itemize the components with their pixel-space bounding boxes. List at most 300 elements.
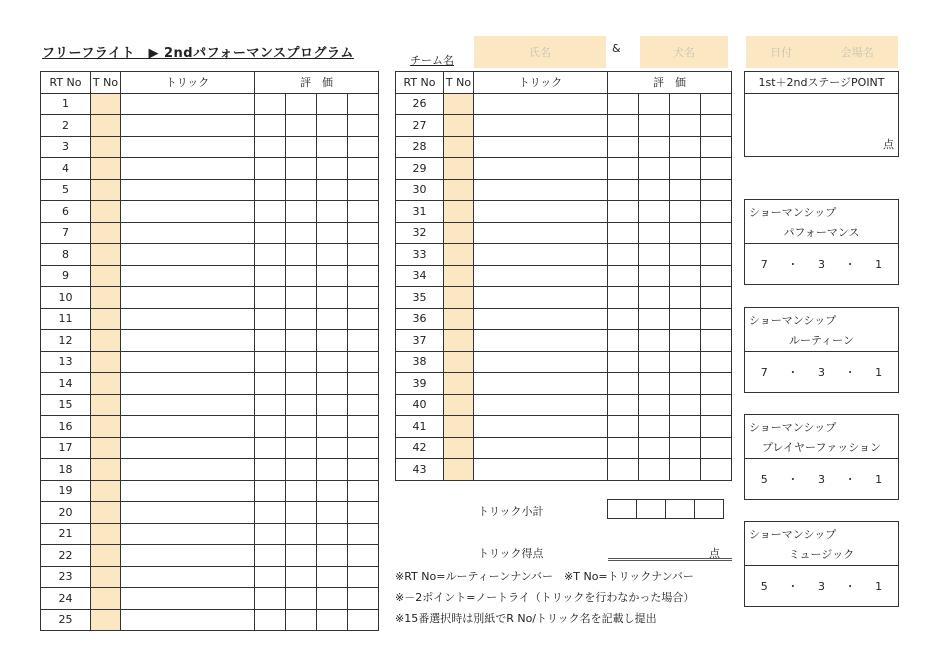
eval-cell[interactable] [608,308,639,330]
eval-cell[interactable] [286,136,317,158]
scale-option[interactable]: ・ [844,258,856,271]
trick-cell[interactable] [474,244,608,266]
eval-cell[interactable] [639,158,670,180]
eval-cell[interactable] [670,265,701,287]
eval-cell[interactable] [670,351,701,373]
eval-cell[interactable] [670,201,701,223]
eval-cell[interactable] [317,480,348,502]
eval-cell[interactable] [701,158,732,180]
eval-cell[interactable] [639,115,670,137]
eval-cell[interactable] [286,308,317,330]
table-row [396,265,732,287]
eval-cell[interactable] [348,308,379,330]
t-no-cell[interactable] [444,287,474,309]
eval-cell[interactable] [639,308,670,330]
eval-cell[interactable] [639,179,670,201]
subtotal-cell[interactable] [607,499,637,519]
trick-cell[interactable] [474,394,608,416]
eval-cell[interactable] [608,265,639,287]
eval-cell[interactable] [286,351,317,373]
t-no-cell[interactable] [91,158,121,180]
t-no-cell[interactable] [91,480,121,502]
trick-cell[interactable] [474,158,608,180]
t-no-cell[interactable] [91,588,121,610]
eval-cell[interactable] [317,158,348,180]
t-no-cell[interactable] [91,437,121,459]
eval-cell[interactable] [608,437,639,459]
eval-cell[interactable] [286,545,317,567]
dog-name-field[interactable] [640,36,728,68]
table-row [396,287,732,309]
eval-cell[interactable] [317,523,348,545]
eval-cell[interactable] [286,480,317,502]
table-row [41,136,379,158]
eval-cell[interactable] [286,115,317,137]
eval-cell[interactable] [608,244,639,266]
eval-cell[interactable] [255,566,286,588]
t-no-cell[interactable] [444,265,474,287]
rt-no-cell: 23 [41,566,91,588]
eval-cell[interactable] [639,244,670,266]
trick-cell[interactable] [121,244,255,266]
eval-cell[interactable] [348,222,379,244]
eval-cell[interactable] [639,351,670,373]
trick-cell[interactable] [474,373,608,395]
eval-cell[interactable] [639,136,670,158]
eval-cell[interactable] [670,287,701,309]
eval-cell[interactable] [348,244,379,266]
trick-cell[interactable] [121,588,255,610]
eval-cell[interactable] [348,502,379,524]
eval-cell[interactable] [286,588,317,610]
scale-option[interactable]: ・ [844,473,856,486]
eval-cell[interactable] [348,201,379,223]
trick-cell[interactable] [474,437,608,459]
eval-cell[interactable] [608,222,639,244]
eval-cell[interactable] [317,222,348,244]
trick-cell[interactable] [121,265,255,287]
trick-cell[interactable] [121,158,255,180]
t-no-cell[interactable] [444,136,474,158]
t-no-cell[interactable] [91,287,121,309]
eval-cell[interactable] [608,351,639,373]
scale-option[interactable]: ・ [844,580,856,593]
eval-cell[interactable] [348,351,379,373]
eval-cell[interactable] [317,201,348,223]
t-no-cell[interactable] [444,416,474,438]
eval-cell[interactable] [317,287,348,309]
trick-cell[interactable] [121,394,255,416]
eval-cell[interactable] [286,459,317,481]
eval-cell[interactable] [317,265,348,287]
t-no-cell[interactable] [91,136,121,158]
eval-cell[interactable] [639,287,670,309]
eval-cell[interactable] [608,459,639,481]
eval-cell[interactable] [255,588,286,610]
eval-cell[interactable] [286,265,317,287]
eval-cell[interactable] [348,158,379,180]
trick-cell[interactable] [121,459,255,481]
rt-no-cell: 40 [396,394,444,416]
trick-cell[interactable] [121,545,255,567]
eval-cell[interactable] [286,244,317,266]
eval-cell[interactable] [670,416,701,438]
eval-cell[interactable] [608,93,639,115]
scale-option[interactable]: 3 [817,579,825,593]
eval-cell[interactable] [286,416,317,438]
scale-option[interactable]: 3 [817,365,825,379]
scale-option[interactable]: 3 [817,472,825,486]
scale-option[interactable]: 1 [875,472,883,486]
t-no-cell[interactable] [91,201,121,223]
eval-cell[interactable] [317,437,348,459]
eval-cell[interactable] [255,136,286,158]
t-no-cell[interactable] [91,373,121,395]
t-no-cell[interactable] [444,222,474,244]
trick-cell[interactable] [121,287,255,309]
trick-score-line[interactable] [608,558,732,561]
trick-cell[interactable] [474,93,608,115]
scale-option[interactable]: ・ [787,366,799,379]
trick-cell[interactable] [121,115,255,137]
t-no-cell[interactable] [91,502,121,524]
eval-cell[interactable] [317,351,348,373]
eval-cell[interactable] [670,308,701,330]
trick-cell[interactable] [121,179,255,201]
eval-cell[interactable] [348,265,379,287]
eval-cell[interactable] [255,222,286,244]
eval-cell[interactable] [639,394,670,416]
scale-option[interactable]: 7 [760,257,768,271]
eval-cell[interactable] [348,566,379,588]
t-no-cell[interactable] [91,308,121,330]
date-venue-field[interactable] [746,36,898,68]
scale-option[interactable]: 5 [760,579,768,593]
t-no-cell[interactable] [91,244,121,266]
t-no-cell[interactable] [444,330,474,352]
eval-cell[interactable] [255,201,286,223]
eval-cell[interactable] [348,480,379,502]
eval-cell[interactable] [670,437,701,459]
eval-cell[interactable] [348,93,379,115]
stage-points-field[interactable] [745,94,898,156]
eval-cell[interactable] [701,244,732,266]
eval-cell[interactable] [317,394,348,416]
eval-cell[interactable] [317,373,348,395]
trick-cell[interactable] [121,609,255,631]
trick-cell[interactable] [474,351,608,373]
t-no-cell[interactable] [91,523,121,545]
trick-cell[interactable] [474,201,608,223]
trick-cell[interactable] [121,201,255,223]
eval-cell[interactable] [286,609,317,631]
trick-cell[interactable] [121,308,255,330]
scale-option[interactable]: 7 [760,365,768,379]
trick-cell[interactable] [474,459,608,481]
eval-cell[interactable] [255,115,286,137]
eval-cell[interactable] [701,373,732,395]
eval-cell[interactable] [286,93,317,115]
eval-cell[interactable] [639,330,670,352]
eval-cell[interactable] [255,373,286,395]
scale-option[interactable]: 1 [875,257,883,271]
trick-cell[interactable] [121,416,255,438]
table-row [396,179,732,201]
eval-cell[interactable] [286,330,317,352]
scale-option[interactable]: ・ [787,580,799,593]
eval-cell[interactable] [701,308,732,330]
eval-cell[interactable] [701,93,732,115]
t-no-cell[interactable] [444,179,474,201]
eval-cell[interactable] [286,566,317,588]
eval-cell[interactable] [317,244,348,266]
trick-cell[interactable] [121,222,255,244]
eval-cell[interactable] [286,502,317,524]
t-no-cell[interactable] [444,244,474,266]
eval-cell[interactable] [317,459,348,481]
trick-cell[interactable] [474,308,608,330]
eval-cell[interactable] [255,459,286,481]
t-no-cell[interactable] [444,308,474,330]
showmanship-scale[interactable] [745,459,898,499]
eval-cell[interactable] [317,416,348,438]
eval-cell[interactable] [701,416,732,438]
eval-cell[interactable] [639,93,670,115]
t-no-cell[interactable] [91,93,121,115]
eval-cell[interactable] [608,287,639,309]
eval-cell[interactable] [255,502,286,524]
subtotal-cell[interactable] [694,499,724,519]
scale-option[interactable]: 3 [817,257,825,271]
eval-cell[interactable] [639,459,670,481]
eval-cell[interactable] [348,287,379,309]
eval-cell[interactable] [348,609,379,631]
eval-cell[interactable] [317,179,348,201]
eval-cell[interactable] [317,308,348,330]
subtotal-cell[interactable] [636,499,666,519]
t-no-cell[interactable] [444,459,474,481]
t-no-cell[interactable] [444,115,474,137]
trick-cell[interactable] [121,330,255,352]
trick-cell[interactable] [474,330,608,352]
t-no-cell[interactable] [91,394,121,416]
eval-cell[interactable] [255,609,286,631]
trick-cell[interactable] [121,93,255,115]
eval-cell[interactable] [701,115,732,137]
t-no-cell[interactable] [91,330,121,352]
trick-cell[interactable] [121,437,255,459]
eval-cell[interactable] [286,437,317,459]
eval-cell[interactable] [670,93,701,115]
trick-cell[interactable] [121,480,255,502]
t-no-cell[interactable] [91,222,121,244]
eval-cell[interactable] [317,588,348,610]
t-no-cell[interactable] [444,201,474,223]
trick-cell[interactable] [474,287,608,309]
eval-cell[interactable] [608,416,639,438]
trick-cell[interactable] [474,416,608,438]
scale-option[interactable]: ・ [787,473,799,486]
t-no-cell[interactable] [444,437,474,459]
eval-cell[interactable] [670,136,701,158]
eval-cell[interactable] [608,179,639,201]
eval-cell[interactable] [639,265,670,287]
rt-no-header: RT No [41,72,91,94]
eval-cell[interactable] [608,136,639,158]
eval-cell[interactable] [608,115,639,137]
t-no-cell[interactable] [91,351,121,373]
eval-cell[interactable] [317,330,348,352]
eval-cell[interactable] [348,330,379,352]
eval-cell[interactable] [255,523,286,545]
eval-cell[interactable] [286,394,317,416]
eval-cell[interactable] [608,201,639,223]
eval-cell[interactable] [348,416,379,438]
trick-cell[interactable] [474,115,608,137]
eval-cell[interactable] [701,351,732,373]
trick-cell[interactable] [474,222,608,244]
trick-cell[interactable] [474,179,608,201]
eval-cell[interactable] [701,437,732,459]
eval-cell[interactable] [701,394,732,416]
eval-cell[interactable] [348,523,379,545]
trick-cell[interactable] [474,265,608,287]
eval-cell[interactable] [286,373,317,395]
eval-cell[interactable] [701,287,732,309]
eval-cell[interactable] [348,394,379,416]
trick-cell[interactable] [121,136,255,158]
t-no-cell[interactable] [91,416,121,438]
eval-cell[interactable] [255,351,286,373]
subtotal-cell[interactable] [665,499,695,519]
t-no-cell[interactable] [444,394,474,416]
t-no-cell[interactable] [91,115,121,137]
eval-cell[interactable] [639,373,670,395]
eval-cell[interactable] [608,330,639,352]
t-no-cell[interactable] [91,265,121,287]
eval-cell[interactable] [608,394,639,416]
trick-cell[interactable] [121,373,255,395]
eval-cell[interactable] [348,459,379,481]
eval-cell[interactable] [348,545,379,567]
t-no-cell[interactable] [444,351,474,373]
eval-cell[interactable] [255,330,286,352]
eval-cell[interactable] [286,158,317,180]
eval-cell[interactable] [639,222,670,244]
eval-cell[interactable] [317,115,348,137]
eval-cell[interactable] [317,93,348,115]
eval-cell[interactable] [670,179,701,201]
eval-cell[interactable] [608,373,639,395]
eval-cell[interactable] [255,287,286,309]
t-no-cell[interactable] [91,459,121,481]
showmanship-scale[interactable] [745,352,898,392]
t-no-cell[interactable] [91,545,121,567]
eval-cell[interactable] [317,545,348,567]
scale-option[interactable]: 1 [875,579,883,593]
eval-cell[interactable] [286,201,317,223]
eval-cell[interactable] [255,437,286,459]
eval-cell[interactable] [670,222,701,244]
eval-cell[interactable] [670,330,701,352]
trick-cell[interactable] [121,502,255,524]
eval-cell[interactable] [255,265,286,287]
eval-cell[interactable] [701,265,732,287]
eval-cell[interactable] [701,201,732,223]
eval-cell[interactable] [255,93,286,115]
eval-cell[interactable] [701,179,732,201]
scale-option[interactable]: 1 [875,365,883,379]
eval-cell[interactable] [286,179,317,201]
eval-cell[interactable] [286,222,317,244]
eval-cell[interactable] [670,373,701,395]
showmanship-scale[interactable] [745,566,898,606]
t-no-cell[interactable] [444,373,474,395]
trick-cell[interactable] [474,136,608,158]
eval-cell[interactable] [348,115,379,137]
trick-cell[interactable] [121,566,255,588]
t-no-cell[interactable] [91,566,121,588]
eval-cell[interactable] [348,373,379,395]
eval-cell[interactable] [255,394,286,416]
eval-cell[interactable] [639,437,670,459]
eval-cell[interactable] [317,566,348,588]
trick-cell[interactable] [121,351,255,373]
eval-cell[interactable] [286,287,317,309]
eval-cell[interactable] [639,416,670,438]
eval-cell[interactable] [286,523,317,545]
t-no-cell[interactable] [444,93,474,115]
eval-cell[interactable] [670,158,701,180]
scale-option[interactable]: 5 [760,472,768,486]
eval-cell[interactable] [255,158,286,180]
t-no-cell[interactable] [91,609,121,631]
t-no-cell[interactable] [444,158,474,180]
eval-cell[interactable] [701,136,732,158]
eval-cell[interactable] [255,308,286,330]
eval-cell[interactable] [348,136,379,158]
scale-option[interactable]: ・ [787,258,799,271]
eval-cell[interactable] [255,545,286,567]
scale-option[interactable]: ・ [844,366,856,379]
eval-cell[interactable] [670,394,701,416]
handler-name-field[interactable] [474,36,606,68]
eval-cell[interactable] [701,222,732,244]
eval-cell[interactable] [608,158,639,180]
showmanship-box [744,521,899,607]
t-no-cell[interactable] [91,179,121,201]
eval-cell[interactable] [317,502,348,524]
eval-cell[interactable] [701,330,732,352]
eval-cell[interactable] [670,459,701,481]
eval-cell[interactable] [348,437,379,459]
eval-cell[interactable] [317,136,348,158]
eval-cell[interactable] [317,609,348,631]
eval-cell[interactable] [348,179,379,201]
eval-cell[interactable] [639,201,670,223]
trick-cell[interactable] [121,523,255,545]
showmanship-scale[interactable] [745,244,898,284]
eval-cell[interactable] [255,244,286,266]
eval-cell[interactable] [255,480,286,502]
eval-cell[interactable] [670,115,701,137]
eval-cell[interactable] [701,459,732,481]
eval-cell[interactable] [348,588,379,610]
eval-cell[interactable] [255,416,286,438]
rt-no-cell: 28 [396,136,444,158]
eval-cell[interactable] [670,244,701,266]
eval-cell[interactable] [255,179,286,201]
